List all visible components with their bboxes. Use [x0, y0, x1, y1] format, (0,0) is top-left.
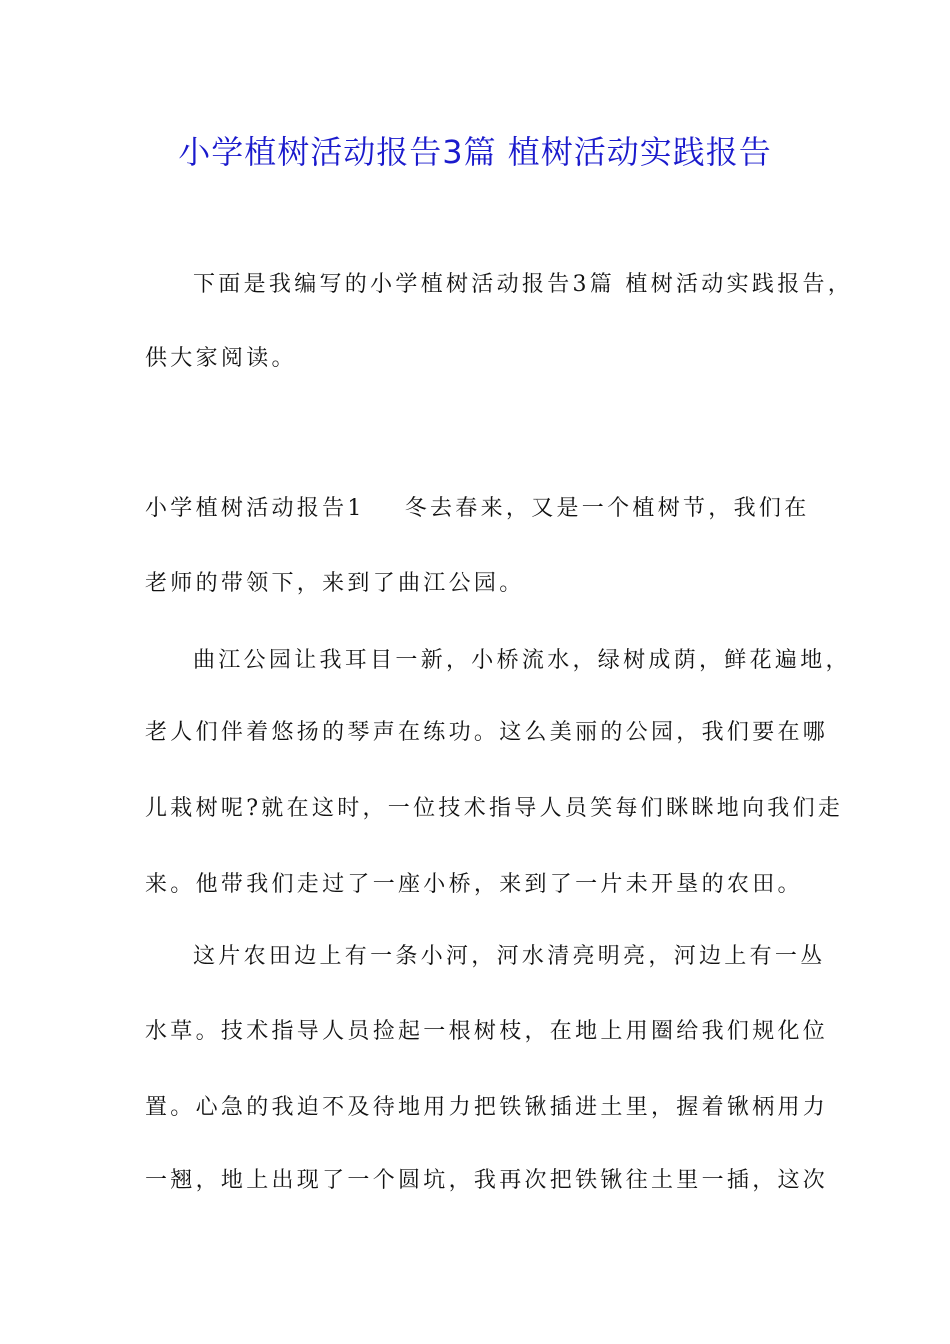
text-line: 这片农田边上有一条小河，河水清亮明亮，河边上有一丛 — [193, 944, 826, 969]
section-line — [145, 494, 810, 524]
section-heading: 小学植树活动报告1 — [145, 496, 365, 521]
text-line: 曲江公园让我耳目一新，小桥流水，绿树成荫，鲜花遍地， — [193, 648, 851, 673]
text-line: 下面是我编写的小学植树活动报告3篇 植树活动实践报告， — [193, 272, 854, 297]
text-line: 置。心急的我迫不及待地用力把铁锹插进土里，握着锹柄用力 — [145, 1095, 829, 1120]
text-line: 一翘，地上出现了一个圆坑，我再次把铁锹往土里一插，这次 — [145, 1168, 829, 1193]
document-title: 小学植树活动报告3篇 植树活动实践报告 — [178, 133, 772, 171]
text-line: 水草。技术指导人员捡起一根树枝，在地上用圈给我们规化位 — [145, 1019, 829, 1044]
text-line: 儿栽树呢?就在这时，一位技术指导人员笑每们眯眯地向我们走 — [145, 796, 844, 821]
text-line: 冬去春来，又是一个植树节，我们在 — [404, 496, 810, 521]
text-line: 供大家阅读。 — [145, 346, 297, 371]
text-line: 老师的带领下，来到了曲江公园。 — [145, 571, 525, 596]
text-line: 来。他带我们走过了一座小桥，来到了一片未开垦的农田。 — [145, 872, 803, 897]
text-line: 老人们伴着悠扬的琴声在练功。这么美丽的公园，我们要在哪 — [145, 720, 829, 745]
